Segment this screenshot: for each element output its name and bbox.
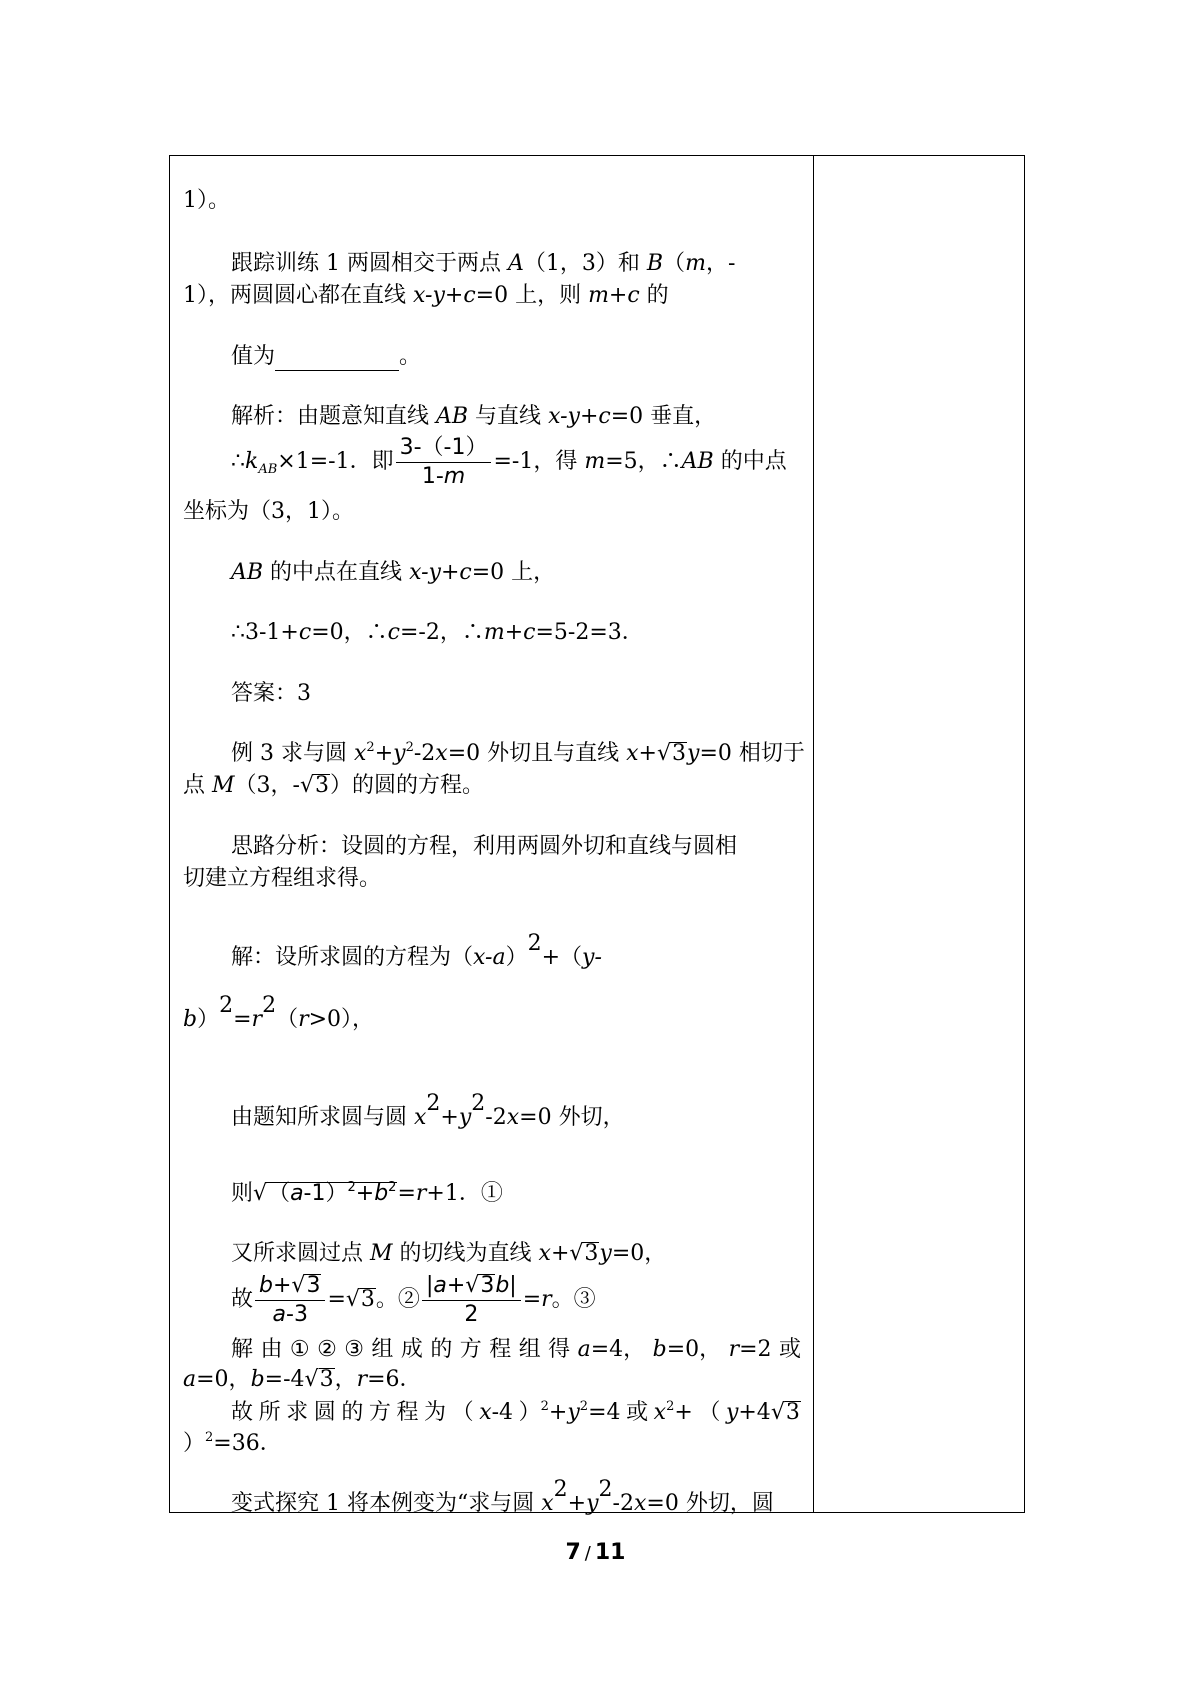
text-line-6: $\therefore k_{AB}\times 1=-1$．即 $\frac{3-(-1)}{1-m}$ =-1，得 m=5，∴AB 的中点: [231, 434, 787, 489]
text-line-21: 解 由 ① ② ③ 组 成 的 方 程 组 得 a=4， b=0， r=2 或: [231, 1337, 801, 1362]
text-line-23: 故 所 求 圆 的 方 程 为 （ x-4 ）$^2+y^2=4$ 或 $x^2+$ （ y+4√3: [231, 1399, 800, 1425]
text-line-20: 故 $\frac{b+√3}{a-3}$ =√3。② $\frac{|a+√3b|}{2}$ =r。③: [231, 1272, 596, 1327]
slope-fraction: $\frac{3-(-1)}{1-m}$: [396, 436, 492, 489]
text-line-4: 值为 。: [231, 344, 422, 369]
distance-fraction: $\frac{|a+√3b|}{2}$: [422, 1274, 521, 1327]
slope-fraction-2: $\frac{b+√3}{a-3}$: [255, 1274, 325, 1327]
text-line-11: 例 3 求与圆 $x^2+y^2-2x=0$ 外切且与直线 x+√3y=0 相切于: [231, 740, 805, 766]
text-line-3: 1），两圆圆心都在直线 x-y+c=0 上，则 m+c 的: [183, 283, 669, 308]
text-line-16: b）2=r2（r>0），: [183, 993, 375, 1032]
text-line-17: 由题知所求圆与圆 x2+y2-2x=0 外切，: [231, 1091, 625, 1130]
text-line-19: 又所求圆过点 M 的切线为直线 x+√3y=0，: [231, 1241, 667, 1266]
text-line-18: 则$√(a-1)^2+b^2=r+1$．①: [231, 1180, 503, 1206]
text-line-24: ）$^2$=36．: [183, 1430, 282, 1456]
text-line-22: a=0，b=-4√3，r=6．: [183, 1367, 422, 1392]
text-line-8: AB 的中点在直线 x-y+c=0 上，: [231, 560, 556, 585]
text-line-13: 思路分析：设圆的方程，利用两圆外切和直线与圆相: [231, 834, 738, 859]
text-line-9: ∴3-1+c=0，∴c=-2，∴m+c=5-2=3．: [231, 620, 644, 645]
text-line-1: 1）。: [183, 188, 230, 213]
column-divider: [813, 155, 814, 1513]
text-line-7: 坐标为（3，1）。: [183, 499, 354, 524]
page-number: 7 / 11: [565, 1540, 626, 1565]
text-line-15: 解：设所求圆的方程为（x-a）2+（y-: [231, 931, 602, 970]
text-line-2: 跟踪训练 1 两圆相交于两点 A（1，3）和 B（m，-: [231, 251, 736, 276]
text-line-10: 答案：3: [231, 681, 311, 706]
text-line-14: 切建立方程组求得。: [183, 866, 382, 891]
answer-blank: [275, 348, 399, 371]
distance-radical: $(a-1)^2+b^2$: [268, 1180, 397, 1206]
text-line-5: 解析：由题意知直线 AB 与直线 x-y+c=0 垂直，: [231, 404, 717, 429]
text-line-12: 点 M（3，-√3）的圆的方程。: [183, 773, 485, 798]
text-line-25: 变式探究 1 将本例变为“求与圆 x2+y2-2x=0 外切，圆: [231, 1477, 774, 1516]
